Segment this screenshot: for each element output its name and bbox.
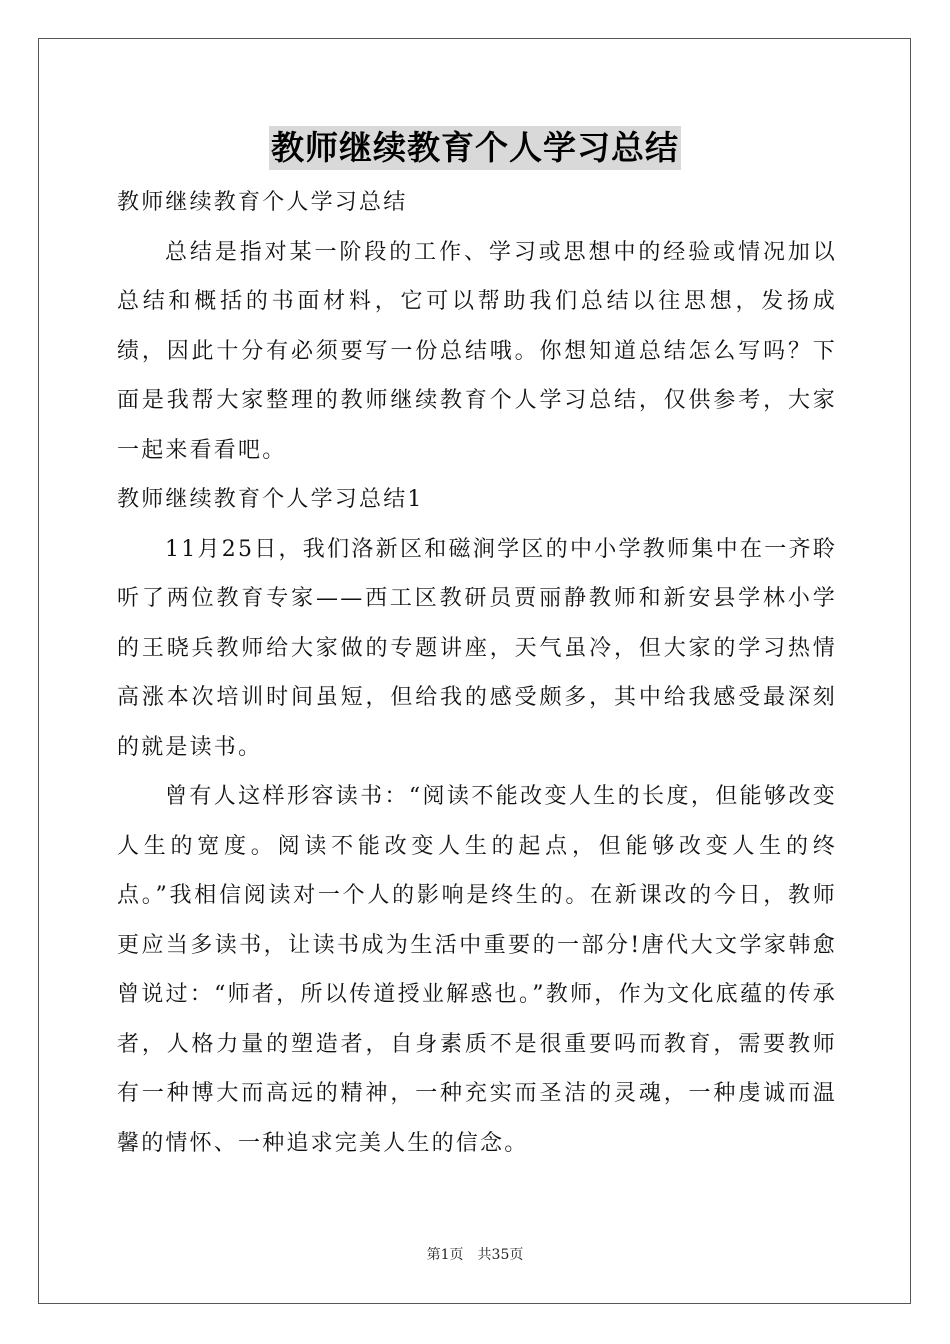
document-body: [117, 178, 837, 1168]
title-container: [0, 126, 950, 170]
section-paragraph-1: 11月25日，我们洛新区和磁涧学区的中小学教师集中在一齐聆听了两位教育专家——西工区教研员贾丽静教师和新安县学林小学的王晓兵教师给大家做的专题讲座，天气虽冷，但大家的学习热情高涨本次培训时间虽短，但给我的感受颇多，其中给我感受最深刻的就是读书。: [117, 536, 837, 760]
section-paragraph-2: 曾有人这样形容读书：“阅读不能改变人生的长度，但能够改变人生的宽度。阅读不能改变人生的起点，但能够改变人生的终点。”我相信阅读对一个人的影响是终生的。在新课改的今日，教师更应当多读书，让读书成为生活中重要的一部分!唐代大文学家韩愈曾说过：“师者，所以传道授业解惑也。”教师，作为文化底蕴的传承者，人格力量的塑造者，自身素质不是很重要吗而教育，需要教师有一种博大而高远的精神，一种充实而圣洁的灵魂，一种虔诚而温馨的情怀、一种追求完美人生的信念。: [117, 784, 837, 1156]
section-heading: 教师继续教育个人学习总结1: [117, 487, 424, 512]
page-number: 第1页 共35页: [426, 1247, 524, 1263]
document-title: 教师继续教育个人学习总结: [269, 126, 681, 170]
intro-paragraph: 总结是指对某一阶段的工作、学习或思想中的经验或情况加以总结和概括的书面材料，它可以帮助我们总结以往思想，发扬成绩，因此十分有必须要写一份总结哦。你想知道总结怎么写吗？下面是我帮大家整理的教师继续教育个人学习总结，仅供参考，大家一起来看看吧。: [117, 239, 837, 463]
subtitle: 教师继续教育个人学习总结: [117, 190, 408, 215]
